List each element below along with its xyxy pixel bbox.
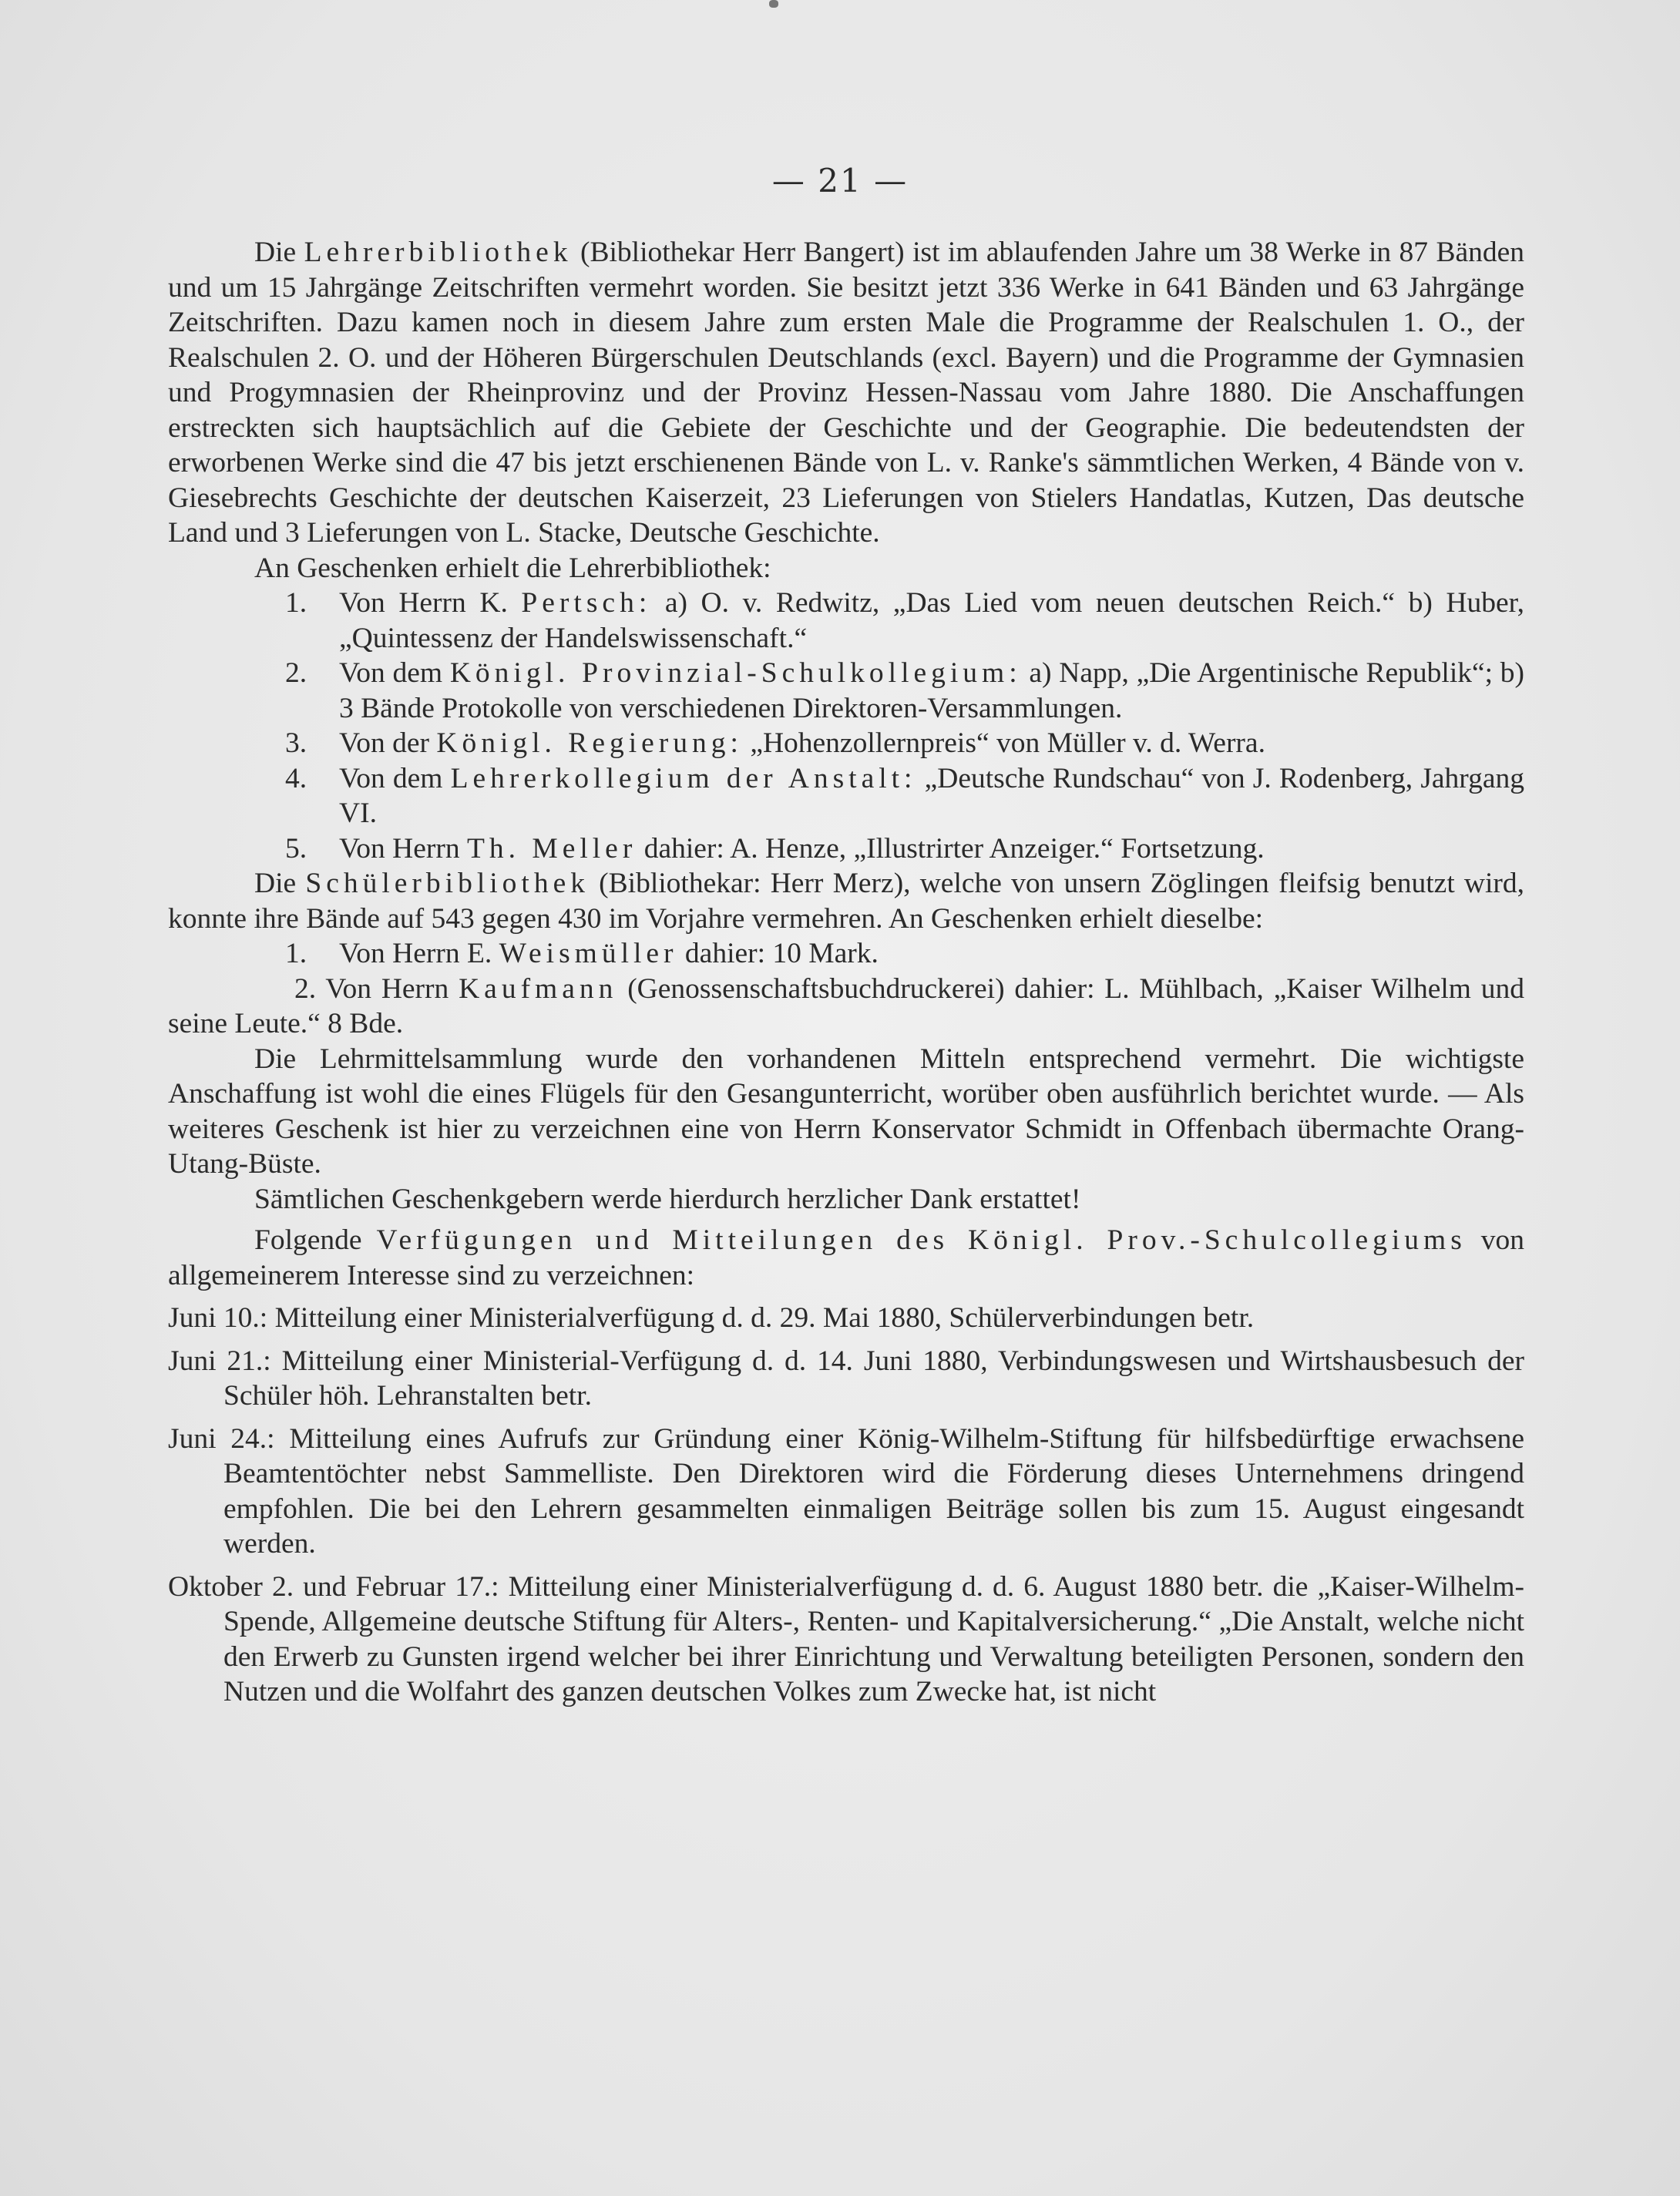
gifts-teacher-list bbox=[168, 586, 1524, 866]
heading-spaced: Schülerbibliothek bbox=[305, 868, 590, 899]
heading-spaced: Lehrerbibliothek bbox=[304, 237, 573, 268]
gifts-teacher-intro: An Geschenken erhielt die Lehrerbibliothek: bbox=[254, 552, 771, 584]
paragraph-student-library: Die Schülerbibliothek (Bibliothekar: Herr Merz), welche von unsern Zöglingen fleifsig benutzt wird, konnte ihre Bände auf 543 gegen 430 im Vorjahre vermehren. An Geschenken erhielt dieselbe: bbox=[168, 868, 1525, 935]
decree-date: Juni 24.: bbox=[168, 1422, 275, 1455]
list-item: 4. Von dem Lehrerkollegium der Anstalt: „Deutsche Rundschau“ von J. Rodenberg, Jahrgang VI. bbox=[285, 762, 1525, 829]
decree-entry: Oktober 2. und Februar 17.: Mitteilung einer Ministerialverfügung d. d. 6. August 1880 betr. die „Kaiser-Wilhelm-Spende, Allgemeine deutsche Stiftung für Alters-, Renten- und Kapitalversicherung.“ „Die Anstalt, welche nicht den Erwerb zu Gunsten irgend welcher bei ihrer Einrichtung und Verwaltung beteiligten Personen, sondern den Nutzen und die Wolfahrt des ganzen deutschen Volkes zum Zwecke hat, ist nicht bbox=[168, 1570, 1524, 1707]
paragraph-teacher-library: Die Lehrerbibliothek (Bibliothekar Herr Bangert) ist im ablaufenden Jahre um 38 Werke in 87 Bänden und um 15 Jahrgänge Zeitschriften vermehrt worden. Sie besitzt jetzt 336 Werke in 641 Bänden und 63 Jahrgänge Zeitschriften. Dazu kamen noch in diesem Jahre zum ersten Male die Programme der Realschulen 1. O., der Realschulen 2. O. und der Höheren Bürgerschulen Deutschlands (excl. Bayern) und die Programme der Gymnasien und Progymnasien der Rheinprovinz und der Provinz Hessen-Nassau vom Jahre 1880. Die Anschaffungen erstreckten sich hauptsächlich auf die Gebiete der Geschichte und der Geographie. Die bedeutendsten der erworbenen Werke sind die 47 bis jetzt erschienenen Bände von L. v. Ranke's sämmtlichen Werken, 4 Bände von v. Giesebrechts Geschichte der deutschen Kaiserzeit, 23 Lieferungen von Stielers Handatlas, Kutzen, Das deutsche Land und 3 Lieferungen von L. Stacke, Deutsche Geschichte. bbox=[168, 237, 1525, 549]
decree-date: Juni 21.: bbox=[168, 1345, 271, 1377]
paragraph-decrees-intro: Folgende Verfügungen und Mitteilungen des Königl. Prov.-Schulcollegiums von allgemeinerem Interesse sind zu verzeichnen: bbox=[168, 1224, 1525, 1291]
decree-entry: Juni 10.: Mitteilung einer Ministerialverfügung d. d. 29. Mai 1880, Schülerverbindungen betr. bbox=[168, 1302, 1255, 1334]
list-item: 1. Von Herrn K. Pertsch: a) O. v. Redwitz, „Das Lied vom neuen deutschen Reich.“ b) Huber, „Quintessenz der Handelswissenschaft.“ bbox=[285, 587, 1525, 654]
list-item: 5. Von Herrn Th. Meller dahier: A. Henze, „Illustrirter Anzeiger.“ Fortsetzung. bbox=[285, 832, 1265, 865]
decree-list bbox=[168, 1301, 1524, 1710]
decree-date: Oktober 2. und Februar 17.: bbox=[168, 1570, 499, 1603]
decree-entry: Juni 21.: Mitteilung einer Ministerial-Verfügung d. d. 14. Juni 1880, Verbindungswesen und Wirtshausbesuch der Schüler höh. Lehranstalten betr. bbox=[168, 1345, 1525, 1412]
heading-spaced: Verfügungen und Mitteilungen des Königl. Prov.-Schulcollegiums bbox=[376, 1224, 1467, 1256]
paragraph-thanks: Sämtlichen Geschenkgebern werde hierdurch herzlicher Dank erstattet! bbox=[254, 1183, 1081, 1215]
decree-date: Juni 10.: bbox=[168, 1302, 268, 1334]
list-item: 2. Von dem Königl. Provinzial-Schulkollegium: a) Napp, „Die Argentinische Republik“; b) 3 Bände Protokolle von verschiedenen Direktoren-Versammlungen. bbox=[285, 657, 1525, 724]
gifts-student-list bbox=[168, 936, 1524, 1042]
list-item: 2. Von Herrn Kaufmann (Genossenschaftsbuchdruckerei) dahier: L. Mühlbach, „Kaiser Wilhelm und seine Leute.“ 8 Bde. bbox=[168, 972, 1525, 1039]
list-item: 1. Von Herrn E. Weismüller dahier: 10 Mark. bbox=[285, 938, 879, 969]
paragraph-teaching-aids: Die Lehrmittelsammlung wurde den vorhandenen Mitteln entsprechend vermehrt. Die wichtigste Anschaffung ist wohl die eines Flügels für den Gesangunterricht, worüber oben ausführlich berichtet wurde. — Als weiteres Geschenk ist hier zu verzeichnen eine von Herrn Konservator Schmidt in Offenbach übermachte Orang-Utang-Büste. bbox=[168, 1043, 1524, 1180]
list-item: 3. Von der Königl. Regierung: „Hohenzollernpreis“ von Müller v. d. Werra. bbox=[285, 727, 1265, 759]
page-number: — 21 — bbox=[771, 162, 909, 200]
body-text bbox=[168, 235, 1524, 1710]
decree-entry: Juni 24.: Mitteilung eines Aufrufs zur Gründung einer König-Wilhelm-Stiftung für hilfsbedürftige erwachsene Beamtentöchter nebst Sammelliste. Den Direktoren wird die Förderung dieses Unternehmens dringend empfohlen. Die bei den Lehrern gesammelten einmaligen Beiträge sollen bis zum 15. August eingesandt werden. bbox=[168, 1422, 1525, 1560]
ink-speck bbox=[769, 0, 778, 8]
